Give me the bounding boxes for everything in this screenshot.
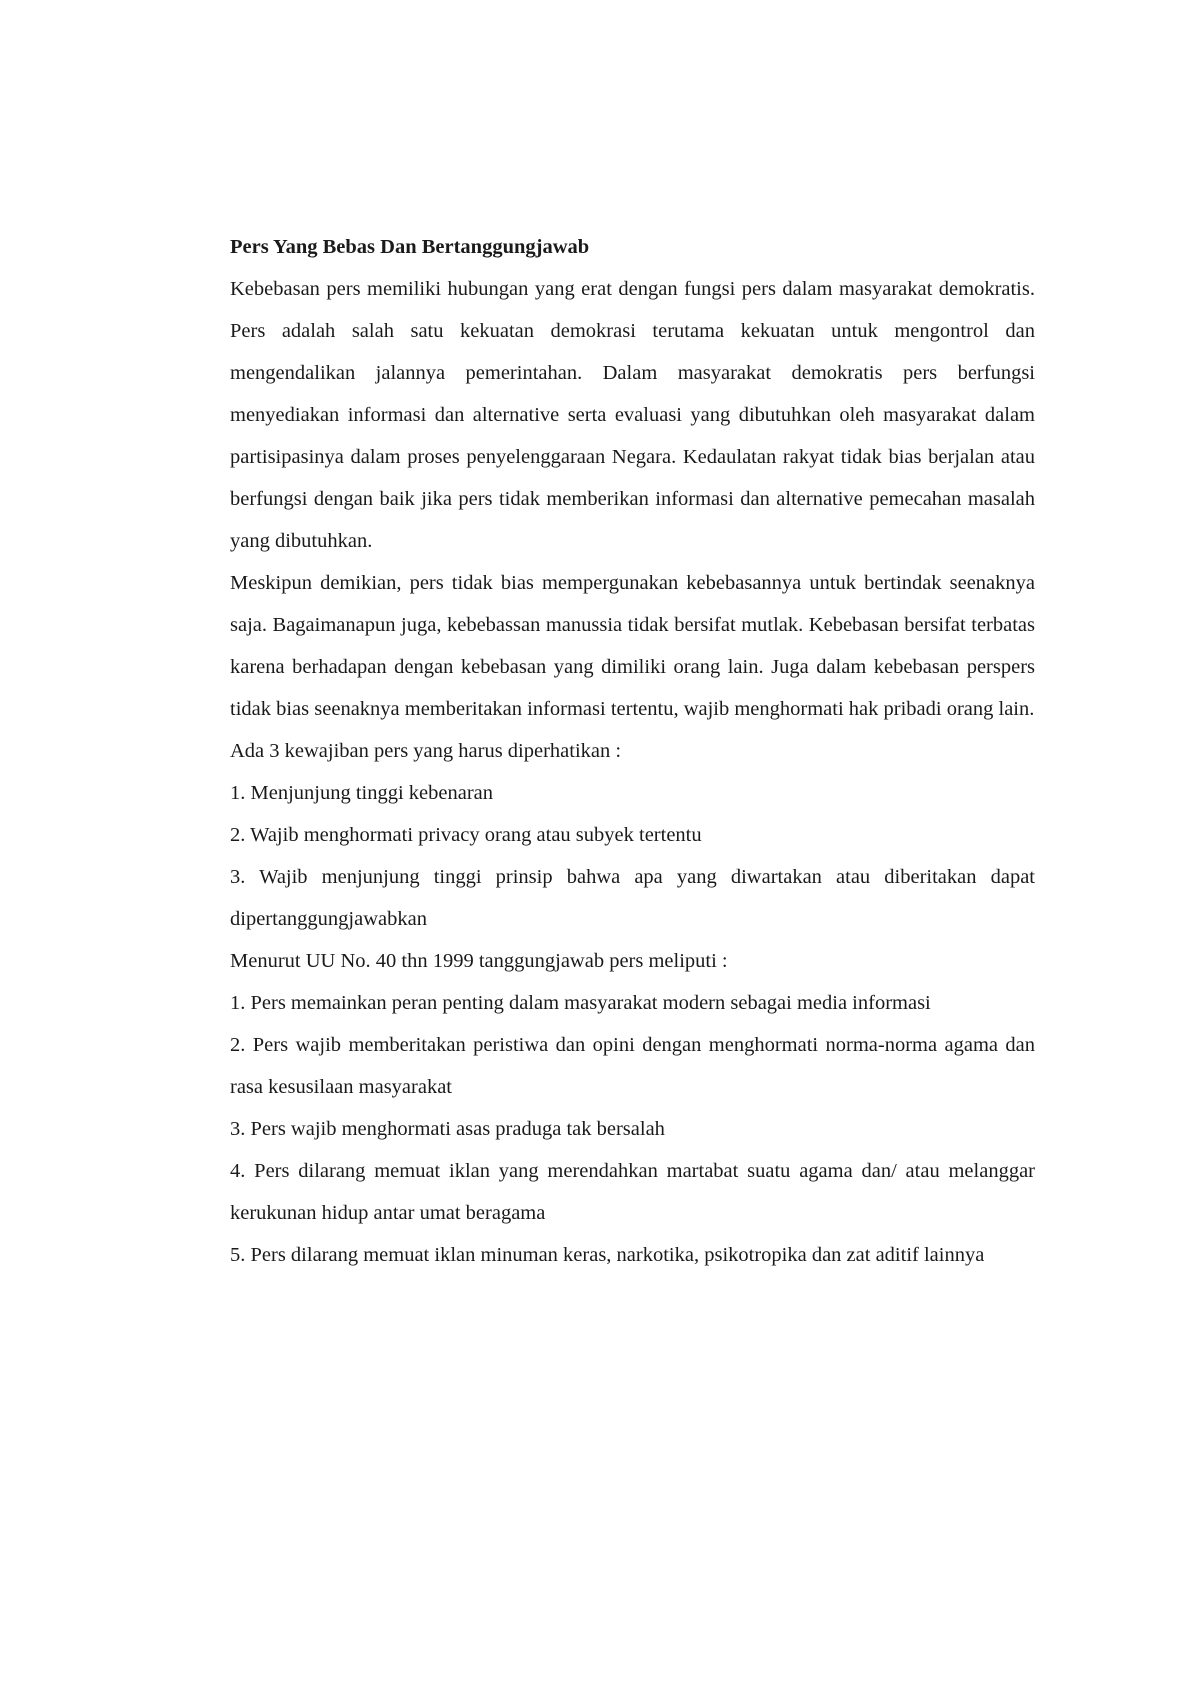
responsibilities-list xyxy=(230,982,1035,1276)
list-item: 3. Pers wajib menghormati asas praduga tak bersalah xyxy=(230,1118,665,1140)
paragraph-freedom-of-press: Kebebasan pers memiliki hubungan yang erat dengan fungsi pers dalam masyarakat demokratis. Pers adalah salah satu kekuatan demokrasi terutama kekuatan untuk mengontrol dan mengendalikan jalannya pemerintahan. Dalam masyarakat demokratis pers berfungsi menyediakan informasi dan alternative serta evaluasi yang dibutuhkan oleh masyarakat dalam partisipasinya dalam proses penyelenggaraan Negara. Kedaulatan rakyat tidak bias berjalan atau berfungsi dengan baik jika pers tidak memberikan informasi dan alternative pemecahan masalah yang dibutuhkan. xyxy=(230,278,1035,552)
list-item: 1. Menjunjung tinggi kebenaran xyxy=(230,782,494,804)
document-title: Pers Yang Bebas Dan Bertanggungjawab xyxy=(230,236,590,258)
document-page xyxy=(230,226,1035,1276)
obligations-list xyxy=(230,772,1035,940)
responsibilities-intro: Menurut UU No. 40 thn 1999 tanggungjawab pers meliputi : xyxy=(230,950,728,972)
list-item: 5. Pers dilarang memuat iklan minuman keras, narkotika, psikotropika dan zat aditif lainnya xyxy=(230,1244,985,1266)
obligations-intro: Ada 3 kewajiban pers yang harus diperhatikan : xyxy=(230,740,622,762)
list-item: 1. Pers memainkan peran penting dalam masyarakat modern sebagai media informasi xyxy=(230,992,931,1014)
list-item: 3. Wajib menjunjung tinggi prinsip bahwa apa yang diwartakan atau diberitakan dapat dipertanggungjawabkan xyxy=(230,866,1035,930)
list-item: 2. Pers wajib memberitakan peristiwa dan opini dengan menghormati norma-norma agama dan rasa kesusilaan masyarakat xyxy=(230,1034,1035,1098)
list-item: 4. Pers dilarang memuat iklan yang merendahkan martabat suatu agama dan/ atau melanggar kerukunan hidup antar umat beragama xyxy=(230,1160,1035,1224)
paragraph-limits-of-freedom: Meskipun demikian, pers tidak bias mempergunakan kebebasannya untuk bertindak seenaknya saja. Bagaimanapun juga, kebebassan manussia tidak bersifat mutlak. Kebebasan bersifat terbatas karena berhadapan dengan kebebasan yang dimiliki orang lain. Juga dalam kebebasan perspers tidak bias seenaknya memberitakan informasi tertentu, wajib menghormati hak pribadi orang lain. xyxy=(230,572,1035,720)
list-item: 2. Wajib menghormati privacy orang atau subyek tertentu xyxy=(230,824,702,846)
